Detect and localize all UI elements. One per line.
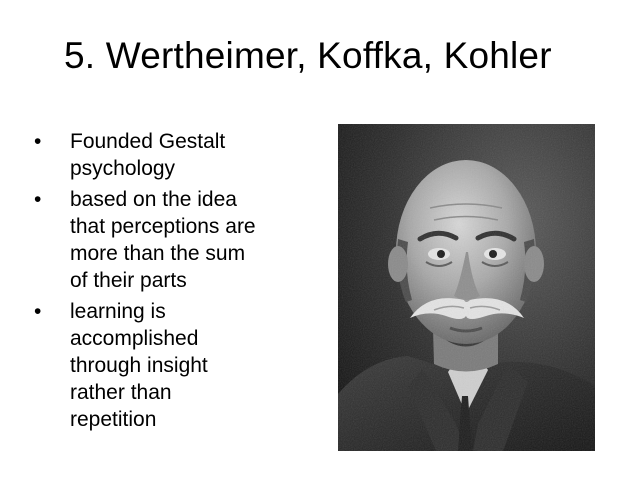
- bullet-item: [34, 186, 324, 294]
- bullet-text-line: through insight: [70, 354, 208, 377]
- bullet-glyph: •: [34, 300, 42, 323]
- bullet-text-line: based on the idea: [70, 188, 237, 211]
- bullet-text-line: psychology: [70, 157, 176, 180]
- portrait-illustration: [338, 124, 595, 451]
- slide-title: 5. Wertheimer, Koffka, Kohler: [64, 35, 552, 76]
- bullet-text-line: learning is: [70, 300, 166, 323]
- bullet-text-line: Founded Gestalt: [70, 130, 226, 153]
- bullet-glyph: •: [34, 188, 42, 211]
- bullet-list: [34, 128, 324, 437]
- bullet-item: [34, 128, 324, 182]
- bullet-text-line: accomplished: [70, 327, 199, 350]
- bullet-glyph: •: [34, 130, 42, 153]
- film-grain: [338, 124, 595, 451]
- bullet-text-line: more than the sum: [70, 242, 246, 265]
- portrait-photo: [338, 124, 595, 451]
- bullet-text-line: of their parts: [70, 269, 187, 292]
- bullet-text-line: rather than: [70, 381, 172, 404]
- bullet-text-line: that perceptions are: [70, 215, 256, 238]
- bullet-item: [34, 298, 324, 433]
- bullet-text-line: repetition: [70, 408, 157, 431]
